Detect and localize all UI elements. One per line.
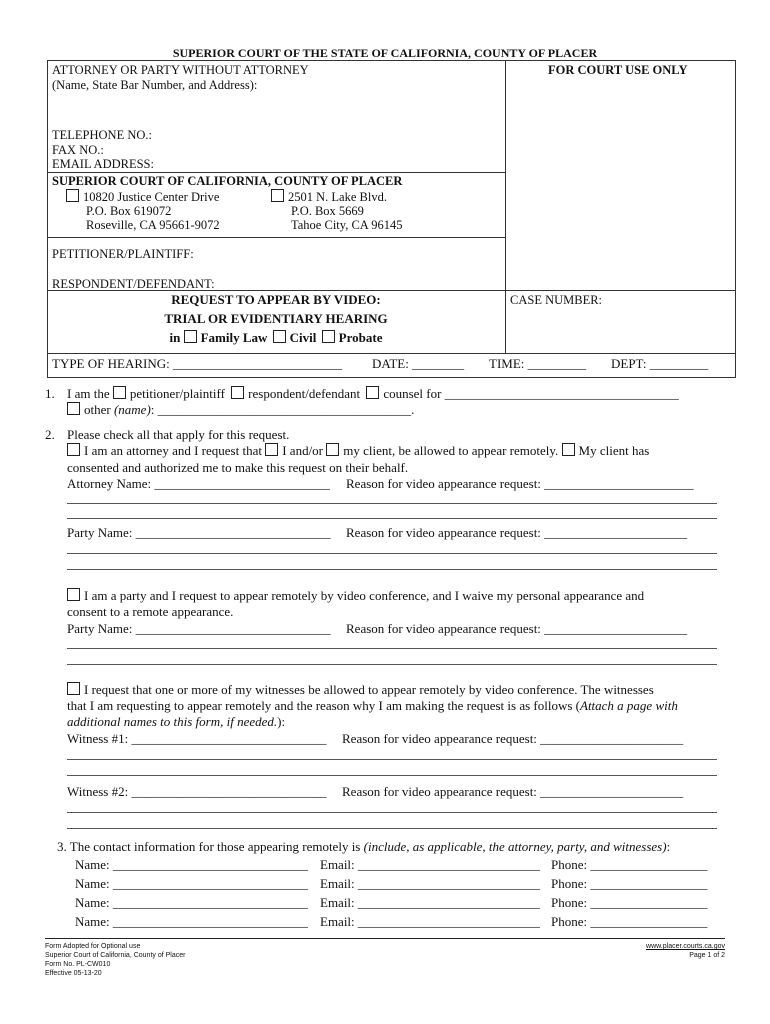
attorney-name-field[interactable]: Attorney Name: ___________________________ <box>67 476 330 491</box>
respondent-option: respondent/defendant <box>248 386 361 401</box>
witness-request-italic: Attach a page with <box>580 698 678 713</box>
family-law-checkbox[interactable] <box>184 330 197 343</box>
item3-number: 3. <box>57 839 67 854</box>
loc1-line3: Roseville, CA 95661-9072 <box>86 218 220 232</box>
witness-request-checkbox[interactable] <box>67 682 80 695</box>
witness2-field[interactable]: Witness #2: ______________________________ <box>67 784 327 799</box>
hearing-dept-field[interactable]: DEPT: _________ <box>611 356 709 371</box>
party-reason-field[interactable]: Reason for video appearance request: ______________________ <box>346 525 688 540</box>
iam-label: I am the <box>67 386 110 401</box>
my-client-checkbox[interactable] <box>326 443 339 456</box>
witness-request-line1 <box>67 682 654 698</box>
item3-line <box>57 839 670 855</box>
item2-intro: Please check all that apply for this request. <box>67 427 290 442</box>
contact-phone-field[interactable]: Phone: __________________ <box>551 857 708 872</box>
footer-form-adopted: Form Adopted for Optional use <box>45 943 141 950</box>
party-request-text: I am a party and I request to appear remotely by video conference, and I waive my personal appearance and <box>84 588 645 603</box>
email-label: EMAIL ADDRESS: <box>52 157 154 171</box>
probate-label: Probate <box>338 330 383 345</box>
footer-rule <box>45 938 725 939</box>
fax-label: FAX NO.: <box>52 143 104 157</box>
loc2-line2: P.O. Box 5669 <box>291 204 364 218</box>
witness2-reason-line[interactable] <box>67 812 717 813</box>
client-consented-checkbox[interactable] <box>562 443 575 456</box>
item1-line1 <box>67 386 679 402</box>
location-roseville <box>66 189 219 205</box>
court-box-title: SUPERIOR COURT OF CALIFORNIA, COUNTY OF PLACER <box>52 174 403 188</box>
civil-checkbox[interactable] <box>273 330 286 343</box>
case-type-options <box>47 330 505 346</box>
witness2-reason-field[interactable]: Reason for video appearance request: ______________________ <box>342 784 684 799</box>
counsel-checkbox[interactable] <box>366 386 379 399</box>
footer-page-number: Page 1 of 2 <box>689 952 725 959</box>
form-title-line2: TRIAL OR EVIDENTIARY HEARING <box>164 311 388 326</box>
party-name-field-2[interactable]: Party Name: ______________________________ <box>67 621 331 636</box>
item3-intro: The contact information for those appearing remotely is <box>69 839 361 854</box>
other-option: other <box>84 402 111 417</box>
item3-colon: : <box>666 839 671 854</box>
petitioner-checkbox[interactable] <box>113 386 126 399</box>
court-use-label: FOR COURT USE ONLY <box>548 63 688 77</box>
counsel-option: counsel for <box>383 386 442 401</box>
i-andor-checkbox[interactable] <box>265 443 278 456</box>
witness-request-italic-2: additional names to this form, if needed. <box>67 714 278 729</box>
civil-label: Civil <box>289 330 317 345</box>
contact-phone-field[interactable]: Phone: __________________ <box>551 895 708 910</box>
witness-request-text-2: that I am requesting to appear remotely and the reason why I am making the request is as follows ( <box>67 698 580 713</box>
attorney-title: ATTORNEY OR PARTY WITHOUT ATTORNEY <box>52 63 309 77</box>
contact-email-field[interactable]: Email: ____________________________ <box>320 857 540 872</box>
telephone-label: TELEPHONE NO.: <box>52 128 152 142</box>
witness1-field[interactable]: Witness #1: ______________________________ <box>67 731 327 746</box>
party-request-line2: consent to a remote appearance. <box>67 604 234 619</box>
counsel-for-field[interactable]: ____________________________________ <box>444 386 679 401</box>
location-tahoe <box>271 189 387 205</box>
divider-line <box>47 353 735 354</box>
loc2-line3: Tahoe City, CA 96145 <box>291 218 403 232</box>
party-reason-line[interactable] <box>67 569 717 570</box>
loc2-line1: 2501 N. Lake Blvd. <box>288 190 387 204</box>
item1-line2 <box>67 402 414 418</box>
witness1-reason-line[interactable] <box>67 775 717 776</box>
case-number-label: CASE NUMBER: <box>510 293 603 307</box>
attorney-subtitle: (Name, State Bar Number, and Address): <box>52 78 258 92</box>
party-reason-line[interactable] <box>67 553 717 554</box>
witness1-reason-line[interactable] <box>67 759 717 760</box>
attorney-request-line2: consented and authorized me to make this request on their behalf. <box>67 460 409 475</box>
party-name-field[interactable]: Party Name: ______________________________ <box>67 525 331 540</box>
footer-court: Superior Court of California, County of Placer <box>45 952 186 959</box>
contact-phone-field[interactable]: Phone: __________________ <box>551 914 708 929</box>
contact-name-field[interactable]: Name: ______________________________ <box>75 895 308 910</box>
family-law-label: Family Law <box>200 330 268 345</box>
caption-divider <box>505 60 506 353</box>
witness-request-line2 <box>67 698 678 714</box>
attorney-request-line1 <box>67 443 649 459</box>
form-title-line1: REQUEST TO APPEAR BY VIDEO: <box>171 292 381 307</box>
contact-email-field[interactable]: Email: ____________________________ <box>320 914 540 929</box>
other-checkbox[interactable] <box>67 402 80 415</box>
location-tahoe-checkbox[interactable] <box>271 189 284 202</box>
respondent-checkbox[interactable] <box>231 386 244 399</box>
hearing-date-field[interactable]: DATE: ________ <box>372 356 465 371</box>
item1-number: 1. <box>45 386 55 401</box>
party-request-line1 <box>67 588 644 604</box>
party-reason-field-2[interactable]: Reason for video appearance request: ______________________ <box>346 621 688 636</box>
item2-number: 2. <box>45 427 55 442</box>
other-name-hint: (name) <box>113 402 151 417</box>
respondent-label: RESPONDENT/DEFENDANT: <box>52 277 215 291</box>
probate-checkbox[interactable] <box>322 330 335 343</box>
attorney-reason-field[interactable]: Reason for video appearance request: _______________________ <box>346 476 694 491</box>
footer-effective: Effective 05-13-20 <box>45 970 102 977</box>
footer-form-number: Form No. PL-CW010 <box>45 961 111 968</box>
petitioner-option: petitioner/plaintiff <box>129 386 225 401</box>
party-reason-line[interactable] <box>67 664 717 665</box>
hearing-type-field[interactable]: TYPE OF HEARING: __________________________ <box>52 356 342 371</box>
party-request-checkbox[interactable] <box>67 588 80 601</box>
in-label: in <box>169 330 181 345</box>
client-consented-label: My client has <box>578 443 650 458</box>
divider-line <box>47 237 505 238</box>
witness1-reason-field[interactable]: Reason for video appearance request: ______________________ <box>342 731 684 746</box>
location-roseville-checkbox[interactable] <box>66 189 79 202</box>
contact-phone-field[interactable]: Phone: __________________ <box>551 876 708 891</box>
other-name-field[interactable]: : _______________________________________. <box>150 402 415 417</box>
hearing-time-field[interactable]: TIME: _________ <box>489 356 587 371</box>
witness-request-text-3: ): <box>277 714 286 729</box>
attorney-reason-line[interactable] <box>67 503 717 504</box>
attorney-request-text: I am an attorney and I request that <box>84 443 262 458</box>
contact-name-field[interactable]: Name: ______________________________ <box>75 857 308 872</box>
item3-intro-italic: (include, as applicable, the attorney, party, and witnesses) <box>363 839 667 854</box>
contact-email-field[interactable]: Email: ____________________________ <box>320 895 540 910</box>
witness2-reason-line[interactable] <box>67 828 717 829</box>
court-header: SUPERIOR COURT OF THE STATE OF CALIFORNIA, COUNTY OF PLACER <box>172 46 598 60</box>
contact-email-field[interactable]: Email: ____________________________ <box>320 876 540 891</box>
witness-request-text: I request that one or more of my witnesses be allowed to appear remotely by video conference. The witnesses <box>84 682 654 697</box>
divider-line <box>47 172 505 173</box>
witness-request-line3 <box>67 714 285 730</box>
i-andor-label: I and/or <box>282 443 324 458</box>
contact-name-field[interactable]: Name: ______________________________ <box>75 876 308 891</box>
contact-name-field[interactable]: Name: ______________________________ <box>75 914 308 929</box>
loc1-line1: 10820 Justice Center Drive <box>83 190 220 204</box>
party-reason-line[interactable] <box>67 648 717 649</box>
loc1-line2: P.O. Box 619072 <box>86 204 172 218</box>
attorney-request-checkbox[interactable] <box>67 443 80 456</box>
petitioner-label: PETITIONER/PLAINTIFF: <box>52 247 194 261</box>
footer-url-link[interactable]: www.placer.courts.ca.gov <box>646 943 725 950</box>
attorney-reason-line[interactable] <box>67 518 717 519</box>
my-client-label: my client, be allowed to appear remotely. <box>343 443 559 458</box>
